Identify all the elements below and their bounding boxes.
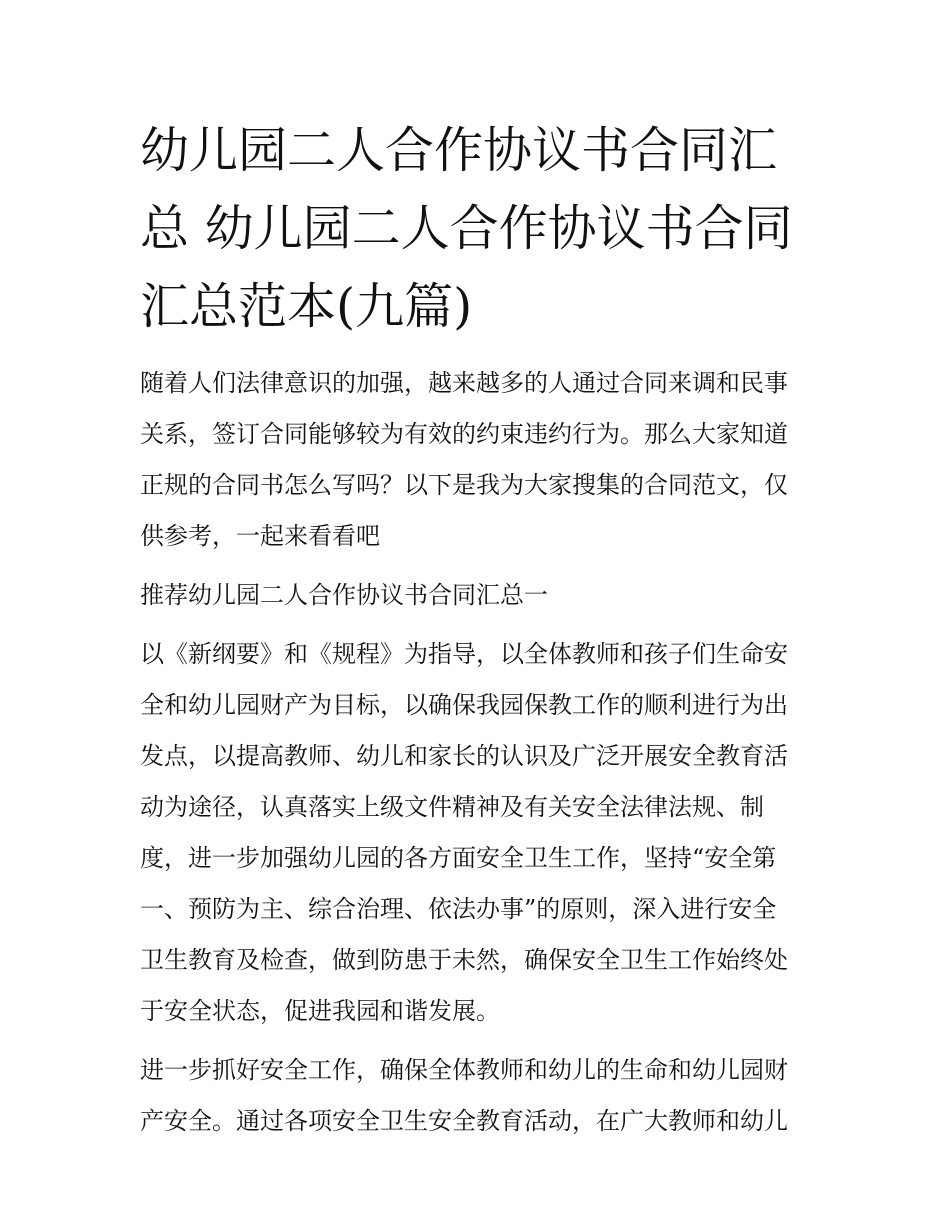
text-line: 度，进一步加强幼儿园的各方面安全卫生工作，坚持“安全第 [140, 844, 777, 872]
body-paragraph [140, 1045, 812, 1147]
document-title [140, 112, 812, 346]
title-line: 总 幼儿园二人合作协议书合同 [140, 200, 793, 257]
text-line: 供参考，一起来看看吧 [140, 522, 380, 550]
document-page [140, 112, 812, 1147]
text-line: 推荐幼儿园二人合作协议书合同汇总一 [140, 581, 548, 609]
text-line: 随着人们法律意识的加强，越来越多的人通过合同来调和民事 [140, 369, 788, 397]
text-line: 关系，签订合同能够较为有效的约束违约行为。那么大家知道 [140, 420, 788, 448]
title-line: 汇总范本(九篇) [140, 278, 473, 335]
text-line: 产安全。通过各项安全卫生安全教育活动，在广大教师和幼儿 [140, 1107, 788, 1135]
text-line: 全和幼儿园财产为目标，以确保我园保教工作的顺利进行为出 [140, 691, 788, 719]
text-line: 于安全状态，促进我园和谐发展。 [140, 997, 500, 1025]
text-line: 以《新纲要》和《规程》为指导，以全体教师和孩子们生命安 [140, 640, 788, 668]
text-line: 发点，以提高教师、幼儿和家长的认识及广泛开展安全教育活 [140, 742, 788, 770]
text-line: 动为途径，认真落实上级文件精神及有关安全法律法规、制 [140, 793, 764, 821]
body-paragraph [140, 629, 812, 1037]
intro-paragraph [140, 358, 812, 562]
text-line: 正规的合同书怎么写吗？以下是我为大家搜集的合同范文，仅 [140, 471, 788, 499]
title-line: 幼儿园二人合作协议书合同汇 [140, 122, 778, 179]
text-line: 卫生教育及检查，做到防患于未然，确保安全卫生工作始终处 [140, 946, 788, 974]
text-line: 一、预防为主、综合治理、依法办事”的原则，深入进行安全 [140, 895, 777, 923]
section-heading [140, 570, 812, 621]
text-line: 进一步抓好安全工作，确保全体教师和幼儿的生命和幼儿园财 [140, 1056, 788, 1084]
